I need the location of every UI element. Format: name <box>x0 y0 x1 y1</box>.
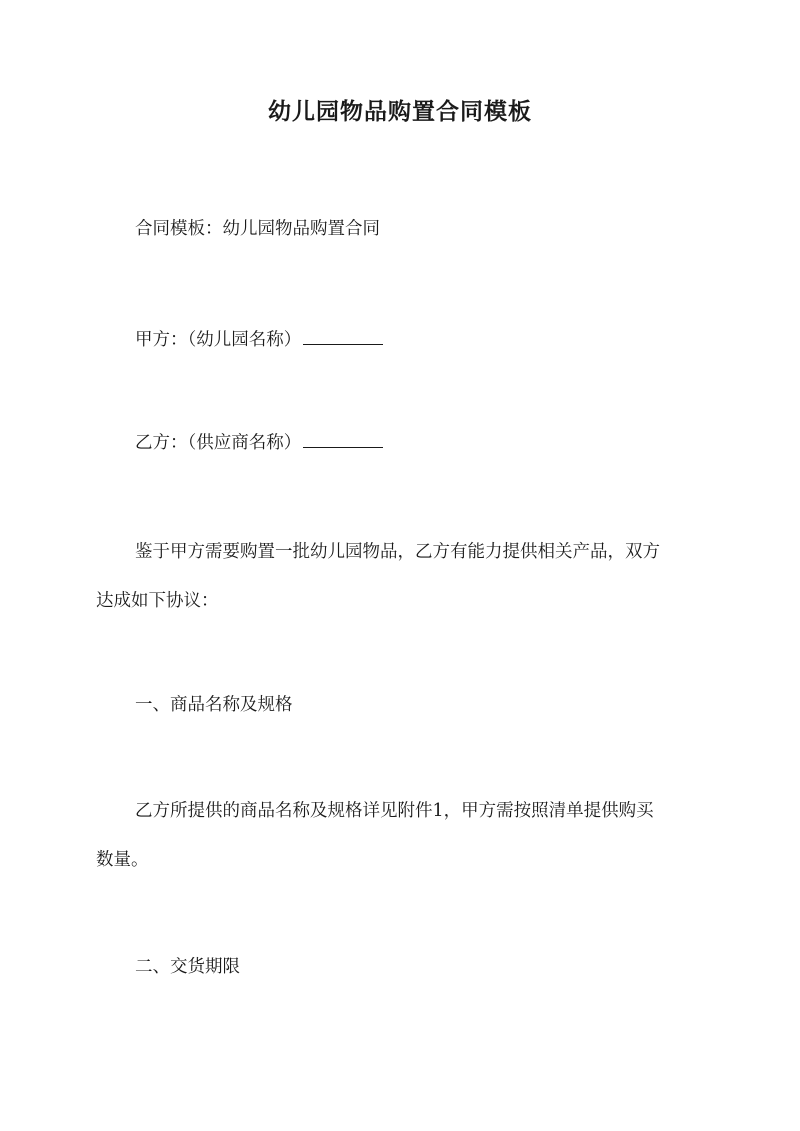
section-1-heading: 一、商品名称及规格 <box>135 695 293 715</box>
party-a-label: 甲方：（幼儿园名称） <box>135 330 302 350</box>
template-label: 合同模板：幼儿园物品购置合同 <box>135 219 380 239</box>
party-b-blank <box>303 433 383 448</box>
party-b-line <box>135 430 383 456</box>
party-a-blank <box>303 330 383 345</box>
page-title: 幼儿园物品购置合同模板 <box>268 98 532 125</box>
section-1-line-1: 乙方所提供的商品名称及规格详见附件1，甲方需按照清单提供购买 <box>135 801 654 821</box>
section-1-line-2: 数量。 <box>96 850 149 870</box>
preamble-line-2: 达成如下协议： <box>96 591 219 611</box>
preamble-line-1: 鉴于甲方需要购置一批幼儿园物品，乙方有能力提供相关产品，双方 <box>135 542 660 562</box>
party-b-label: 乙方：（供应商名称） <box>135 433 302 453</box>
section-2-heading: 二、交货期限 <box>135 957 240 977</box>
party-a-line <box>135 327 383 353</box>
